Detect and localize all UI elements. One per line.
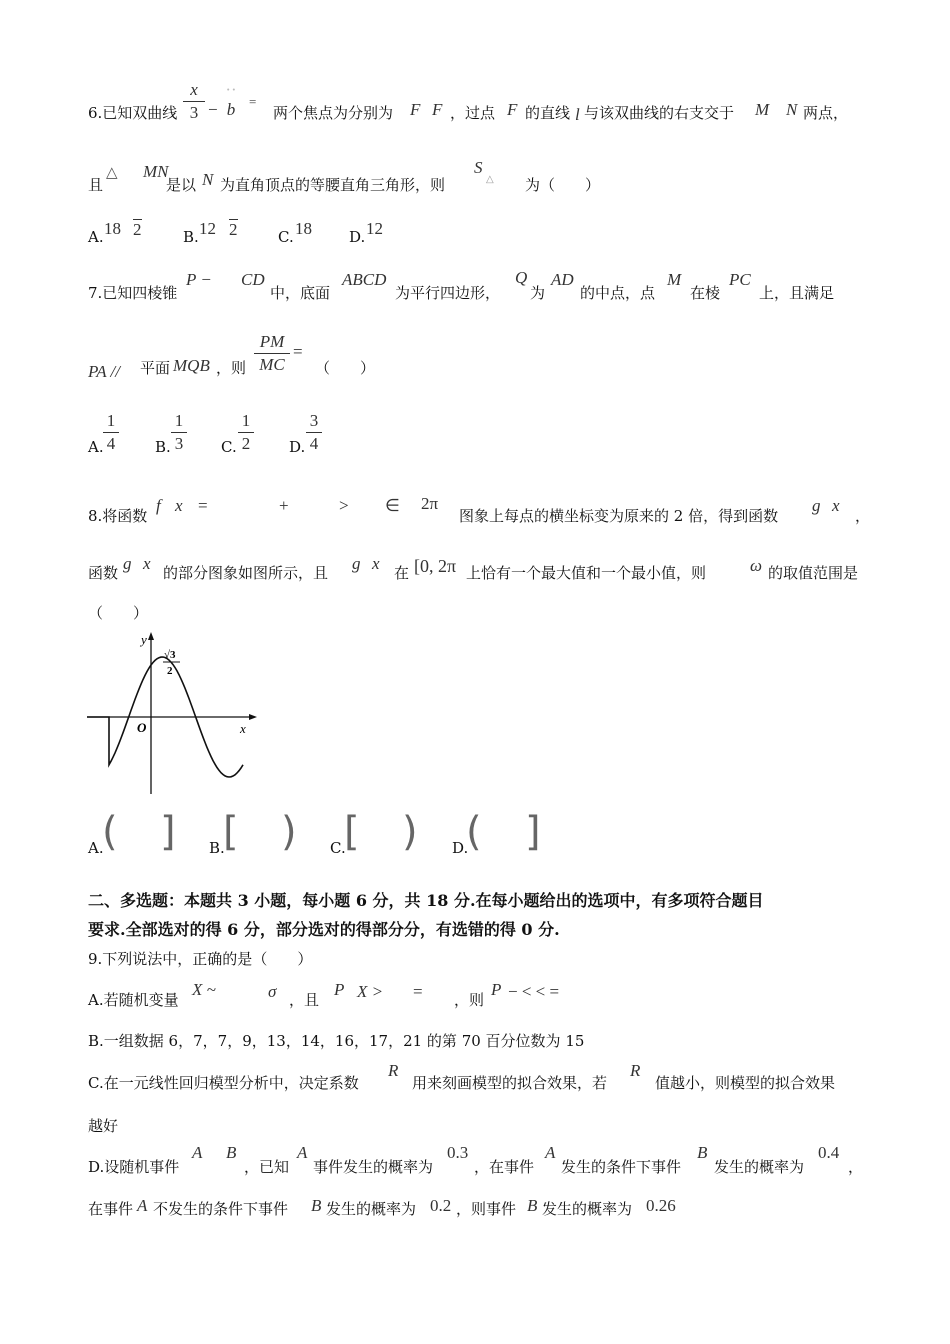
q9-A-rest: − < < =: [508, 982, 560, 1001]
q8-line2-a: 函数: [88, 564, 119, 582]
q9-D-line2-d: ，则事件: [456, 1200, 517, 1218]
q9-D-comma: ，: [848, 1158, 864, 1176]
q9-D-t1: ，已知: [244, 1158, 290, 1176]
q8-prefix: 8.将函数: [88, 507, 148, 525]
q9-A-P2: P: [491, 980, 502, 999]
q8-option-d-right-bracket: ]: [525, 809, 541, 855]
q9-D-t5: 发生的概率为: [714, 1158, 805, 1176]
q9-D-t4: 发生的条件下事件: [561, 1158, 682, 1176]
q6-option-d-label: D.: [349, 228, 366, 246]
q8-option-d-left-paren: (: [466, 809, 482, 855]
q7-fraction: [254, 332, 290, 375]
value-den: 2: [167, 665, 173, 677]
q7-ABCD: ABCD: [342, 270, 387, 289]
q7-option-c-fraction: 1 2: [238, 411, 254, 454]
q9-A-X: X ~: [192, 980, 216, 999]
q6-frac2-num: ··: [225, 80, 237, 99]
q7-option-b-label: B.: [155, 438, 171, 456]
q8-graph: [85, 628, 265, 798]
q7-option-d-fraction: 3 4: [306, 411, 322, 454]
q8-option-c-left-bracket: [: [344, 809, 360, 855]
q7-option-c-label: C.: [221, 438, 237, 456]
q8-interval: [0, 2π: [414, 556, 457, 576]
q9-D-A: A: [192, 1143, 203, 1162]
q8-g2: g: [123, 554, 132, 573]
section-2-line-1: 二、多选题：本题共 3 小题，每小题 6 分，共 18 分.在每小题给出的选项中，有多项符合题目: [88, 891, 764, 910]
q6-frac-num: x: [190, 80, 198, 99]
q9-D-B3: B: [311, 1196, 322, 1215]
q8-option-a-left-paren: (: [102, 809, 118, 855]
q8-option-a-right-bracket: ]: [160, 809, 176, 855]
q9-D-A3: A: [545, 1143, 556, 1162]
x-axis-arrow: [249, 714, 257, 720]
q6-F1: F: [410, 100, 421, 119]
q7-M: M: [667, 270, 682, 289]
q7-prefix: 7.已知四棱锥: [88, 284, 178, 302]
q9-D-t2: 事件发生的概率为: [313, 1158, 434, 1176]
q6-frac2-den: b: [226, 100, 236, 119]
q7-text-1: 中，底面: [270, 284, 331, 302]
x-axis-label: x: [240, 721, 246, 736]
q6-option-b-value: 12: [199, 219, 216, 238]
q8-omega: ω: [750, 556, 763, 575]
y-axis-label: y: [141, 632, 147, 647]
q8-text-1: 图象上每点的横坐标变为原来的 2 倍，得到函数: [459, 507, 779, 525]
q6-prefix: 6.已知双曲线: [88, 104, 178, 122]
q6-option-c-label: C.: [278, 228, 294, 246]
q6-F3: F: [507, 100, 518, 119]
q7-P: P −: [186, 270, 212, 289]
q8-option-b-label: B.: [209, 839, 225, 857]
q8-blank: （ ）: [88, 604, 149, 622]
q9-D-line2-e: 发生的概率为: [542, 1200, 633, 1218]
q6-option-d-value: 12: [366, 219, 383, 238]
q8-line2-e: 的取值范围是: [768, 564, 859, 582]
q6-MN: MN: [143, 162, 169, 181]
q7-eq: =: [293, 342, 303, 361]
q6-option-b-root: 2: [229, 220, 238, 239]
q8-comma: ，: [855, 507, 871, 525]
q6-line2-d: 为（ ）: [525, 176, 601, 194]
q7-PA: PA //: [88, 362, 120, 381]
q9-option-b: B.一组数据 6，7，7，9，13，14，16，17，21 的第 70 百分位数为 15: [88, 1032, 585, 1050]
q6-S-sub: △: [486, 174, 494, 185]
q6-fraction-2: [222, 80, 240, 120]
q6-text-4: 与该双曲线的右支交于: [584, 104, 735, 122]
q6-eq: =: [249, 94, 257, 109]
q9-option-d-prefix: D.设随机事件: [88, 1158, 180, 1176]
q6-N: N: [786, 100, 798, 119]
q8-x3: x: [372, 554, 380, 573]
q9-A-then: ，则: [454, 991, 485, 1009]
q6-option-c-value: 18: [295, 219, 312, 238]
q8-line2-c: 在: [394, 564, 410, 582]
q8-gx: x: [832, 496, 840, 515]
q8-2pi: 2π: [421, 494, 439, 513]
q6-option-b-label: B.: [183, 228, 199, 246]
q9-option-a-prefix: A.若随机变量: [88, 991, 179, 1009]
q9-C-R2: R: [630, 1061, 641, 1080]
q6-triangle: △: [106, 163, 118, 181]
q6-option-a-root: 2: [133, 220, 142, 239]
q7-option-a-label: A.: [88, 438, 104, 456]
q7-option-b-fraction: 1 3: [171, 411, 187, 454]
q6-frac-den: 3: [189, 103, 199, 122]
q8-plus: +: [279, 496, 289, 515]
q9-D-B: B: [226, 1143, 237, 1162]
section-2-line-2: 要求.全部选对的得 6 分，部分选对的得部分分，有选错的得 0 分.: [88, 920, 560, 939]
q7-frac-num: PM: [259, 332, 285, 351]
q8-eq: =: [198, 496, 208, 515]
q7-blank: （ ）: [315, 359, 376, 377]
q9-D-A2: A: [297, 1143, 308, 1162]
q8-option-b-left-bracket: [: [223, 809, 239, 855]
q8-option-a-label: A.: [88, 839, 104, 857]
q6-option-a-label: A.: [88, 228, 104, 246]
q6-N2: N: [202, 170, 214, 189]
y-axis-arrow: [148, 632, 154, 640]
q7-option-d-label: D.: [289, 438, 306, 456]
q7-text-4: 的中点，点: [580, 284, 656, 302]
q7-text-2: 为平行四边形，: [395, 284, 501, 302]
q8-x2: x: [143, 554, 151, 573]
q7-PC: PC: [729, 270, 751, 289]
q9-A-P: P: [334, 980, 345, 999]
q8-option-c-label: C.: [330, 839, 346, 857]
q8-in: ∈: [385, 496, 400, 515]
q9-A-eq: =: [413, 982, 423, 1001]
q9-stem: 9.下列说法中，正确的是（ ）: [88, 950, 313, 968]
q9-D-line2-a: 在事件: [88, 1200, 134, 1218]
q8-g3: g: [352, 554, 361, 573]
q9-option-c-prefix: C.在一元线性回归模型分析中，决定系数: [88, 1074, 359, 1092]
q8-option-c-right-paren: ): [402, 809, 418, 855]
q7-CD: CD: [241, 270, 265, 289]
q7-text-5: 在棱: [690, 284, 721, 302]
q9-D-p4: 0.26: [646, 1196, 676, 1215]
q7-plane: 平面: [140, 359, 171, 377]
q6-minus: −: [208, 100, 218, 119]
q6-line2-a: 且: [88, 176, 104, 194]
q6-text-2: ，过点: [450, 104, 496, 122]
q7-text-6: 上，且满足: [759, 284, 835, 302]
q9-D-p3: 0.2: [430, 1196, 452, 1215]
q6-option-a-value: 18: [104, 219, 121, 238]
q8-option-d-label: D.: [452, 839, 469, 857]
q9-D-B4: B: [527, 1196, 538, 1215]
q7-MQB: MQB: [173, 356, 210, 375]
value-num: √3: [164, 649, 176, 661]
q8-g: g: [812, 496, 821, 515]
q6-M: M: [755, 100, 770, 119]
q9-D-A4: A: [137, 1196, 148, 1215]
q9-A-sigma: σ: [268, 982, 277, 1001]
q6-text-1: 两个焦点为分别为: [273, 104, 394, 122]
q9-D-p1: 0.3: [447, 1143, 469, 1162]
q9-D-line2-b: 不发生的条件下事件: [153, 1200, 289, 1218]
q9-D-B2: B: [697, 1143, 708, 1162]
q9-C-mid: 用来刻画模型的拟合效果，若: [412, 1074, 608, 1092]
origin-label: O: [137, 720, 147, 735]
q9-C-R: R: [388, 1061, 399, 1080]
q7-AD: AD: [551, 270, 574, 289]
q6-line2-c: 为直角顶点的等腰直角三角形，则: [220, 176, 446, 194]
q8-gt: >: [339, 496, 349, 515]
q7-frac-den: MC: [259, 355, 285, 374]
q8-option-b-right-paren: ): [281, 809, 297, 855]
q6-F2: F: [432, 100, 443, 119]
q7-text-3: 为: [530, 284, 546, 302]
q9-A-X2: X >: [357, 982, 384, 1001]
q8-x: x: [175, 496, 183, 515]
q9-option-c-line2: 越好: [88, 1117, 119, 1135]
q8-line2-b: 的部分图象如图所示，且: [163, 564, 329, 582]
q9-D-t3: ，在事件: [474, 1158, 535, 1176]
q6-text-5: 两点，: [803, 104, 849, 122]
q7-then: ，则: [216, 359, 247, 377]
q9-D-p2: 0.4: [818, 1143, 840, 1162]
q7-option-a-fraction: 1 4: [103, 411, 119, 454]
q9-D-line2-c: 发生的概率为: [326, 1200, 417, 1218]
q8-f: f: [156, 496, 161, 515]
q9-C-end: 值越小，则模型的拟合效果: [655, 1074, 836, 1092]
q7-Q: Q: [515, 268, 528, 287]
q6-line2-b: 是以: [166, 176, 197, 194]
q9-A-mid: ，且: [289, 991, 320, 1009]
q6-fraction-1: [183, 80, 205, 123]
q6-text-3: 的直线: [525, 104, 571, 122]
q6-S: S: [474, 158, 483, 177]
q6-l: l: [575, 105, 580, 124]
q8-line2-d: 上恰有一个最大值和一个最小值，则: [466, 564, 707, 582]
